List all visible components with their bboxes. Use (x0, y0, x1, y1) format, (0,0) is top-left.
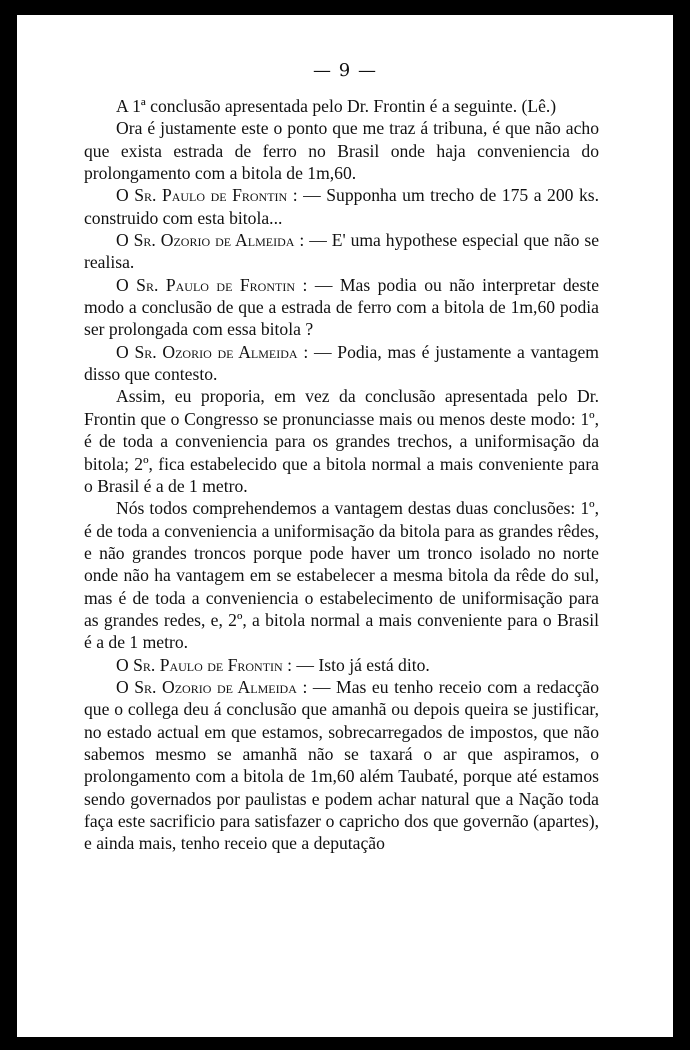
paragraph-text: A 1ª conclusão apresentada pelo Dr. Frontin é a seguinte. (Lê.) (116, 96, 557, 116)
paragraph (84, 676, 599, 855)
speaker-name: O Sr. Paulo de Frontin : (116, 274, 308, 295)
paragraph (84, 654, 599, 676)
speaker-name: O Sr. Ozorio de Almeida : (116, 341, 309, 362)
paragraph-text: Nós todos comprehendemos a vantagem destas duas conclusões: 1º, é de toda a conveniencia a uniformisação da bitola para as grandes rêdes, e não grandes troncos porque pode haver um tronco isolado no norte onde não ha vantagem em se estabelecer a mesma bitola da rêde do sul, mas é de toda a conveniencia o estabelecimento de uniformisação para as grandes redes, e, 2º, a bitola normal a mais conveniente para o Brasil é a de 1 metro. (84, 498, 599, 653)
paragraph (84, 274, 599, 341)
paragraph-text: — Mas eu tenho receio com a redacção que o collega deu á conclusão que amanhã ou depois queira se justificar, no estado actual em que estamos, sobrecarregados de impostos, que não sabemos mesmo se amanhã não se taxará o ar que aspiramos, o prolongamento com a bitola de 1m,60 além Taubaté, porque até estamos sendo governados por paulistas e podem achar natural que a Nação toda faça este sacrificio para satisfazer o capricho dos que governão (apartes), e ainda mais, tenho receio que a deputação (84, 676, 599, 854)
paragraph (84, 497, 599, 653)
paragraph (84, 95, 599, 117)
paragraph-text: — Podia, mas é justamente a vantagem disso que contesto. (84, 341, 599, 385)
speaker-name: O Sr. Paulo de Frontin : (116, 654, 292, 675)
book-page (17, 15, 673, 1037)
paragraph (84, 341, 599, 386)
paragraph-text: Ora é justamente este o ponto que me traz á tribuna, é que não acho que exista estrada de ferro no Brasil onde haja conveniencia do prolongamento com a bitola de 1m,60. (84, 118, 599, 184)
paragraph-text: — Supponha um trecho de 175 a 200 ks. construido com esta bitola... (84, 185, 599, 228)
page-text (84, 95, 599, 855)
paragraph (84, 229, 599, 274)
paragraph-text: — Mas podia ou não interpretar deste modo a conclusão de que a estrada de ferro com a bitola de 1m,60 podia ser prolongada com essa bitola ? (84, 274, 599, 340)
paragraph-text: Assim, eu proporia, em vez da conclusão apresentada pelo Dr. Frontin que o Congresso se pronunciasse mais ou menos deste modo: 1º, é de toda a conveniencia para os grandes trechos, a uniformisação da bitola; 2º, fica estabelecido que a bitola normal a mais conveniente para o Brasil é a de 1 metro. (84, 386, 599, 496)
page-number: — 9 — (313, 60, 377, 81)
paragraph-text: — Isto já está dito. (296, 654, 430, 675)
speaker-name: O Sr. Ozorio de Almeida : (116, 676, 308, 697)
paragraph (84, 117, 599, 184)
paragraph-text: — E' uma hypothese especial que não se realisa. (84, 230, 600, 273)
speaker-name: O Sr. Paulo de Frontin : (116, 185, 298, 206)
paragraph (84, 184, 599, 229)
paragraph (84, 385, 599, 497)
speaker-name: O Sr. Ozorio de Almeida : (116, 230, 305, 251)
